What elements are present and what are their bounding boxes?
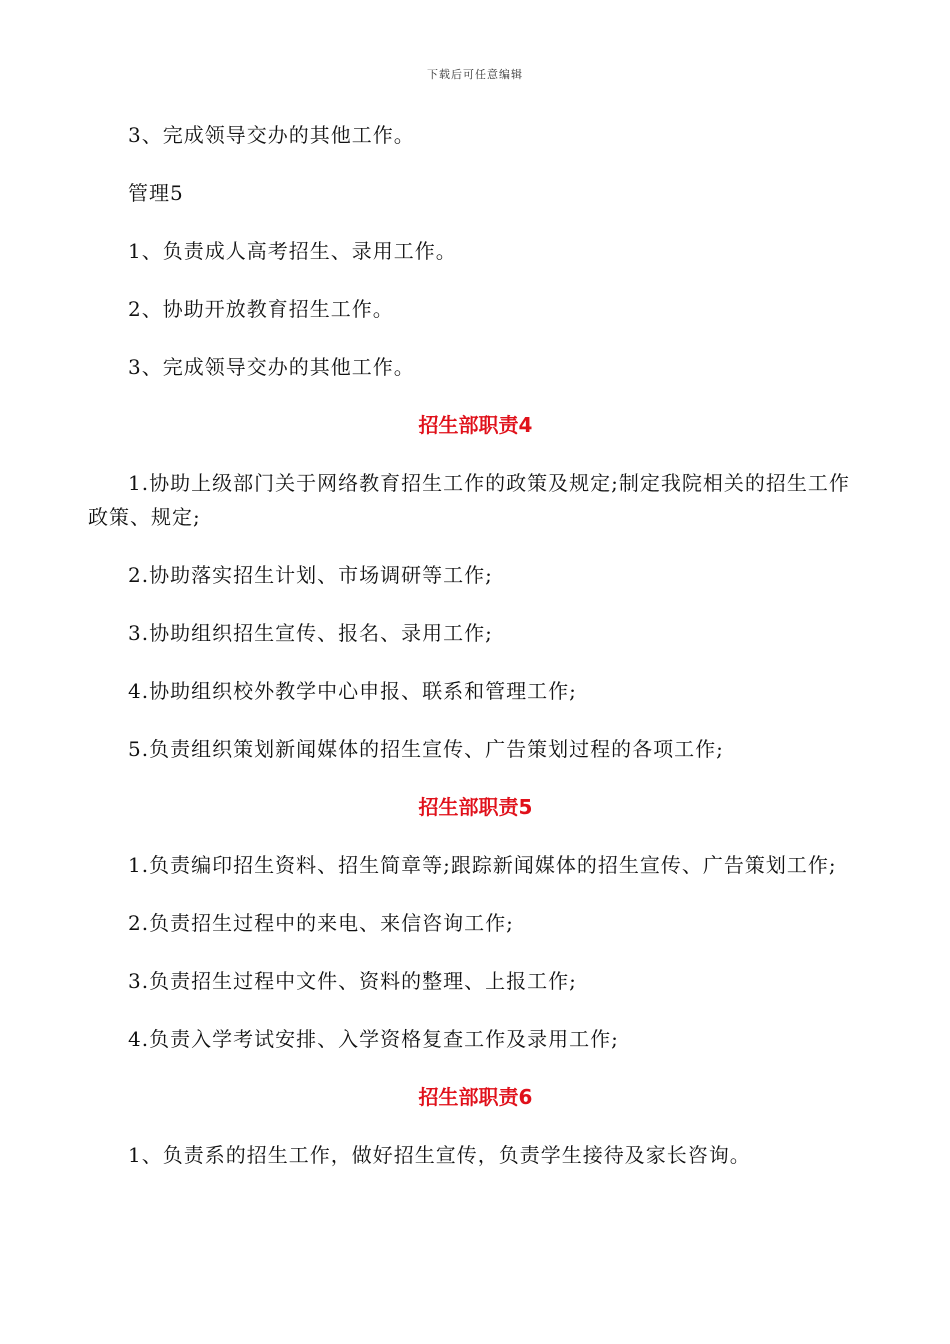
section-heading: 招生部职责4 <box>418 413 533 437</box>
paragraph: 3.协助组织招生宣传、报名、录用工作; <box>128 621 493 645</box>
section-heading: 招生部职责5 <box>418 795 533 819</box>
paragraph: 3、完成领导交办的其他工作。 <box>128 123 415 147</box>
paragraph: 1.协助上级部门关于网络教育招生工作的政策及规定;制定我院相关的招生工作政策、规定; <box>88 471 850 529</box>
paragraph: 2、协助开放教育招生工作。 <box>128 297 394 321</box>
paragraph: 2.协助落实招生计划、市场调研等工作; <box>128 563 493 587</box>
paragraph: 1、负责系的招生工作，做好招生宣传，负责学生接待及家长咨询。 <box>128 1143 751 1167</box>
paragraph: 1.负责编印招生资料、招生简章等;跟踪新闻媒体的招生宣传、广告策划工作; <box>128 853 837 877</box>
paragraph: 5.负责组织策划新闻媒体的招生宣传、广告策划过程的各项工作; <box>128 737 724 761</box>
paragraph: 4.负责入学考试安排、入学资格复查工作及录用工作; <box>128 1027 619 1051</box>
paragraph: 1、负责成人高考招生、录用工作。 <box>128 239 457 263</box>
section-heading: 招生部职责6 <box>418 1085 533 1109</box>
paragraph: 3.负责招生过程中文件、资料的整理、上报工作; <box>128 969 577 993</box>
paragraph: 管理5 <box>128 181 184 205</box>
paragraph: 3、完成领导交办的其他工作。 <box>128 355 415 379</box>
document-body <box>88 118 863 1196</box>
page-header-note: 下载后可任意编辑 <box>427 68 523 81</box>
paragraph: 4.协助组织校外教学中心申报、联系和管理工作; <box>128 679 577 703</box>
paragraph: 2.负责招生过程中的来电、来信咨询工作; <box>128 911 514 935</box>
